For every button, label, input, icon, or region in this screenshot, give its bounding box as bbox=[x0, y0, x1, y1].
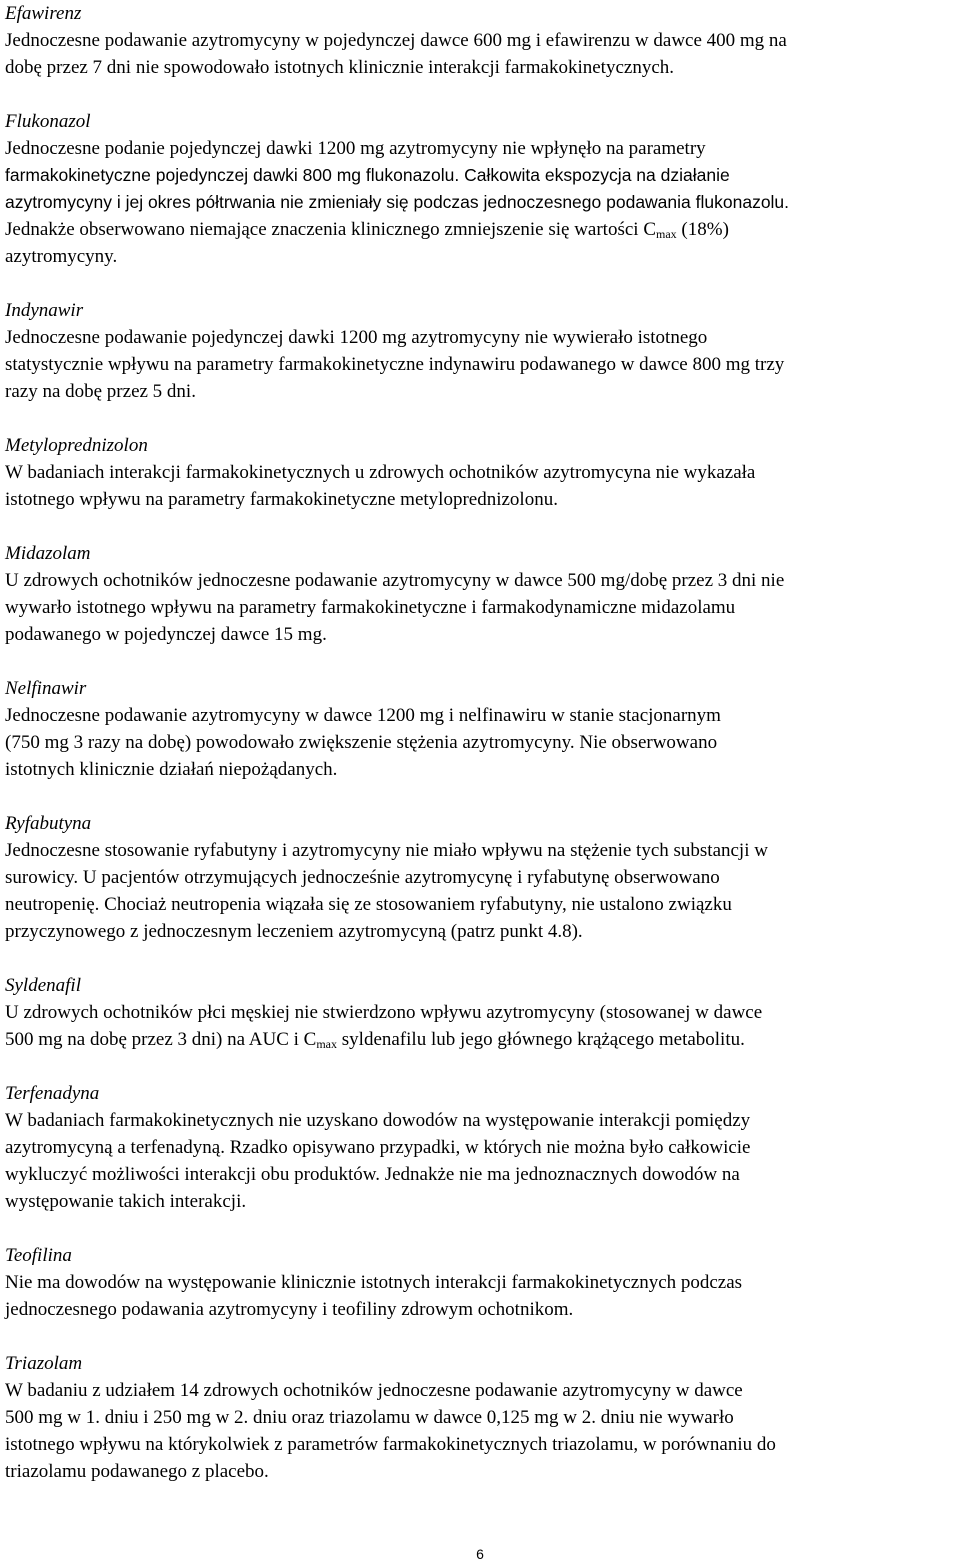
section-heading: Nelfinawir bbox=[5, 678, 87, 699]
section-heading: Efawirenz bbox=[5, 3, 82, 24]
text-line: podawanego w pojedynczej dawce 15 mg. bbox=[5, 624, 327, 645]
section-terfenadyna bbox=[5, 1080, 953, 1215]
section-metyloprednizolon bbox=[5, 432, 953, 513]
subscript-max: max bbox=[656, 227, 677, 241]
text-segment: 500 mg na dobę przez 3 dni) na AUC i C bbox=[5, 1029, 317, 1050]
text-segment: (18%) bbox=[676, 219, 729, 240]
section-midazolam bbox=[5, 540, 953, 648]
section-heading: Flukonazol bbox=[5, 111, 91, 132]
text-line: 500 mg w 1. dniu i 250 mg w 2. dniu oraz triazolamu w dawce 0,125 mg w 2. dniu nie wywarło bbox=[5, 1407, 734, 1428]
text-line: surowicy. U pacjentów otrzymujących jednocześnie azytromycynę i ryfabutynę obserwowano bbox=[5, 867, 720, 888]
text-line: W badaniu z udziałem 14 zdrowych ochotników jednoczesne podawanie azytromycyny w dawce bbox=[5, 1380, 743, 1401]
text-line: Nie ma dowodów na występowanie klinicznie istotnych interakcji farmakokinetycznych podczas bbox=[5, 1272, 743, 1293]
text-line bbox=[5, 216, 953, 243]
text-segment: syldenafilu lub jego głównego krążącego metabolitu. bbox=[337, 1029, 745, 1050]
section-teofilina bbox=[5, 1242, 953, 1323]
text-line: statystycznie wpływu na parametry farmakokinetyczne indynawiru podawanego w dawce 800 mg trzy bbox=[5, 354, 785, 375]
text-line: W badaniach farmakokinetycznych nie uzyskano dowodów na występowanie interakcji pomiędzy bbox=[5, 1110, 751, 1131]
text-line: wywarło istotnego wpływu na parametry farmakokinetyczne i farmakodynamiczne midazolamu bbox=[5, 597, 736, 618]
text-line: występowanie takich interakcji. bbox=[5, 1191, 247, 1212]
text-segment: Jednakże obserwowano niemające znaczenia klinicznego zmniejszenie się wartości C bbox=[5, 219, 656, 240]
section-heading: Triazolam bbox=[5, 1353, 83, 1374]
text-line bbox=[5, 1026, 953, 1053]
text-line: neutropenię. Chociaż neutropenia wiązała się ze stosowaniem ryfabutyny, nie ustalono związku bbox=[5, 894, 732, 915]
text-line: istotnych klinicznie działań niepożądanych. bbox=[5, 759, 338, 780]
text-line: przyczynowego z jednoczesnym leczeniem azytromycyną (patrz punkt 4.8). bbox=[5, 921, 583, 942]
section-heading: Midazolam bbox=[5, 543, 91, 564]
text-line: Jednoczesne podawanie azytromycyny w dawce 1200 mg i nelfinawiru w stanie stacjonarnym bbox=[5, 705, 721, 726]
section-triazolam bbox=[5, 1350, 953, 1485]
section-heading: Indynawir bbox=[5, 300, 84, 321]
text-line: U zdrowych ochotników płci męskiej nie stwierdzono wpływu azytromycyny (stosowanej w dawce bbox=[5, 1002, 763, 1023]
section-ryfabutyna bbox=[5, 810, 953, 945]
text-line: azytromycyny. bbox=[5, 246, 118, 267]
text-line: farmakokinetyczne pojedynczej dawki 800 mg flukonazolu. Całkowita ekspozycja na działanie bbox=[5, 165, 730, 185]
text-line: azytromycyny i jej okres półtrwania nie zmieniały się podczas jednoczesnego podawania flukonazolu. bbox=[5, 192, 790, 212]
text-line: jednoczesnego podawania azytromycyny i teofiliny zdrowym ochotnikom. bbox=[5, 1299, 574, 1320]
section-heading: Terfenadyna bbox=[5, 1083, 100, 1104]
section-heading: Teofilina bbox=[5, 1245, 72, 1266]
text-line: Jednoczesne podawanie azytromycyny w pojedynczej dawce 600 mg i efawirenzu w dawce 400 mg na bbox=[5, 30, 787, 51]
text-line: W badaniach interakcji farmakokinetycznych u zdrowych ochotników azytromycyna nie wykazała bbox=[5, 462, 756, 483]
text-line: Jednoczesne stosowanie ryfabutyny i azytromycyny nie miało wpływu na stężenie tych substancji w bbox=[5, 840, 768, 861]
section-flukonazol bbox=[5, 108, 953, 270]
section-efawirenz bbox=[5, 0, 953, 81]
section-syldenafil bbox=[5, 972, 953, 1053]
text-line: wykluczyć możliwości interakcji obu produktów. Jednakże nie ma jednoznacznych dowodów na bbox=[5, 1164, 740, 1185]
text-line: (750 mg 3 razy na dobę) powodowało zwiększenie stężenia azytromycyny. Nie obserwowano bbox=[5, 732, 718, 753]
text-line: triazolamu podawanego z placebo. bbox=[5, 1461, 269, 1482]
section-heading: Ryfabutyna bbox=[5, 813, 92, 834]
document-page bbox=[5, 0, 953, 1512]
text-line: istotnego wpływu na którykolwiek z parametrów farmakokinetycznych triazolamu, w porównaniu do bbox=[5, 1434, 776, 1455]
text-line: azytromycyną a terfenadyną. Rzadko opisywano przypadki, w których nie można było całkowicie bbox=[5, 1137, 751, 1158]
text-line: Jednoczesne podawanie pojedynczej dawki 1200 mg azytromycyny nie wywierało istotnego bbox=[5, 327, 708, 348]
text-line: Jednoczesne podanie pojedynczej dawki 1200 mg azytromycyny nie wpłynęło na parametry bbox=[5, 138, 706, 159]
section-heading: Syldenafil bbox=[5, 975, 81, 996]
subscript-max: max bbox=[316, 1037, 338, 1051]
text-line: U zdrowych ochotników jednoczesne podawanie azytromycyny w dawce 500 mg/dobę przez 3 dni nie bbox=[5, 570, 785, 591]
section-nelfinawir bbox=[5, 675, 953, 783]
page-number: 6 bbox=[476, 1546, 484, 1562]
text-line: razy na dobę przez 5 dni. bbox=[5, 381, 196, 402]
text-line: istotnego wpływu na parametry farmakokinetyczne metyloprednizolonu. bbox=[5, 489, 558, 510]
section-heading: Metyloprednizolon bbox=[5, 435, 148, 456]
section-indynawir bbox=[5, 297, 953, 405]
text-line: dobę przez 7 dni nie spowodowało istotnych klinicznie interakcji farmakokinetycznych. bbox=[5, 57, 675, 78]
